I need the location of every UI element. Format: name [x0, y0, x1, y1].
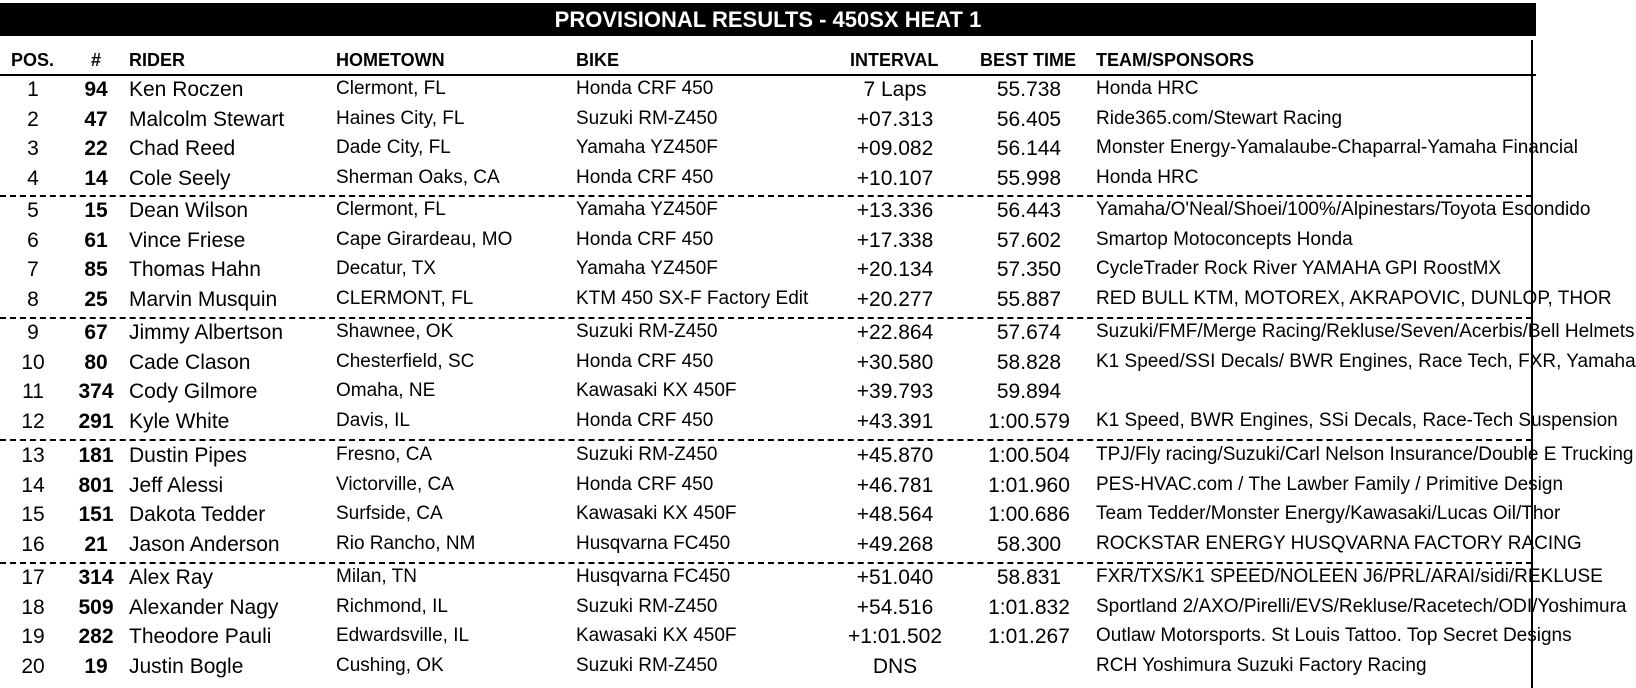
rider-position: 20	[21, 655, 45, 678]
rider-number: 181	[78, 444, 114, 467]
rider-hometown: Milan, TN	[336, 566, 417, 587]
rider-position: 13	[21, 444, 45, 467]
rider-position: 3	[27, 137, 39, 160]
table-row	[0, 503, 1561, 532]
table-row	[0, 78, 1536, 107]
rider-name: Dakota Tedder	[129, 503, 266, 526]
rider-team-sponsors: TPJ/Fly racing/Suzuki/Carl Nelson Insurance/Double E Trucking	[1096, 444, 1634, 465]
rider-team-sponsors: K1 Speed, BWR Engines, SSi Decals, Race-Tech Suspension	[1096, 410, 1618, 431]
rider-position: 10	[21, 351, 45, 374]
rider-position: 8	[27, 288, 39, 311]
rider-name: Cade Clason	[129, 351, 251, 374]
rider-hometown: Haines City, FL	[336, 108, 465, 129]
table-row	[0, 258, 1536, 287]
rider-position: 5	[27, 199, 39, 222]
rider-hometown: Clermont, FL	[336, 78, 446, 99]
rider-name: Chad Reed	[129, 137, 236, 160]
rider-name: Jeff Alessi	[129, 474, 224, 497]
header-interval: INTERVAL	[850, 50, 939, 70]
table-header	[0, 47, 1536, 75]
rider-best-time: 56.144	[996, 137, 1062, 160]
rider-interval: +45.870	[856, 444, 934, 467]
rider-name: Justin Bogle	[129, 655, 244, 678]
rider-best-time: 57.602	[996, 229, 1062, 252]
rider-team-sponsors: PES-HVAC.com / The Lawber Family / Primitive Design	[1096, 474, 1564, 495]
rider-team-sponsors: Sportland 2/AXO/Pirelli/EVS/Rekluse/Racetech/ODI/Yoshimura	[1096, 596, 1627, 617]
rider-bike: Yamaha YZ450F	[576, 137, 718, 158]
rider-interval: +51.040	[856, 566, 934, 589]
rider-interval: +49.268	[856, 533, 934, 556]
table-row	[0, 625, 1572, 654]
rider-interval: +07.313	[856, 108, 934, 131]
rider-team-sponsors: Outlaw Motorsports. St Louis Tattoo. Top Secret Designs	[1096, 625, 1572, 646]
rider-number: 61	[84, 229, 108, 252]
rider-best-time: 1:01.832	[988, 596, 1070, 619]
table-row	[0, 108, 1536, 137]
rider-bike: Honda CRF 450	[576, 410, 714, 431]
group-divider	[0, 439, 1532, 441]
rider-position: 6	[27, 229, 39, 252]
rider-number: 94	[84, 78, 108, 101]
rider-hometown: Richmond, IL	[336, 596, 448, 617]
header-team-sponsors: TEAM/SPONSORS	[1096, 50, 1255, 70]
table-row	[0, 596, 1627, 625]
rider-name: Thomas Hahn	[129, 258, 261, 281]
rider-team-sponsors: Ride365.com/Stewart Racing	[1096, 108, 1343, 129]
rider-number: 15	[84, 199, 108, 222]
rider-interval: +43.391	[856, 410, 934, 433]
rider-team-sponsors: K1 Speed/SSI Decals/ BWR Engines, Race Tech, FXR, Yamaha	[1096, 351, 1636, 372]
rider-hometown: CLERMONT, FL	[336, 288, 474, 309]
rider-name: Theodore Pauli	[129, 625, 272, 648]
rider-team-sponsors: RED BULL KTM, MOTOREX, AKRAPOVIC, DUNLOP, THOR	[1096, 288, 1612, 309]
rider-number: 19	[84, 655, 108, 678]
rider-hometown: Shawnee, OK	[336, 321, 454, 342]
rider-name: Jason Anderson	[129, 533, 280, 556]
rider-number: 67	[84, 321, 108, 344]
rider-position: 12	[21, 410, 45, 433]
rider-best-time: 1:00.504	[988, 444, 1070, 467]
rider-team-sponsors: Team Tedder/Monster Energy/Kawasaki/Lucas Oil/Thor	[1096, 503, 1561, 524]
rider-number: 25	[84, 288, 108, 311]
rider-best-time: 58.828	[996, 351, 1062, 374]
rider-number: 291	[78, 410, 114, 433]
rider-name: Ken Roczen	[129, 78, 244, 101]
rider-interval: +46.781	[856, 474, 934, 497]
rider-best-time: 56.443	[996, 199, 1062, 222]
rider-bike: Suzuki RM-Z450	[576, 108, 718, 129]
rider-number: 22	[84, 137, 108, 160]
rider-bike: Honda CRF 450	[576, 78, 714, 99]
rider-name: Alexander Nagy	[129, 596, 279, 619]
rider-interval: +48.564	[856, 503, 934, 526]
rider-interval: +1:01.502	[847, 625, 942, 648]
rider-name: Alex Ray	[129, 566, 214, 589]
rider-number: 374	[78, 380, 114, 403]
rider-name: Dustin Pipes	[129, 444, 247, 467]
rider-hometown: Cape Girardeau, MO	[336, 229, 513, 250]
rider-position: 9	[27, 321, 39, 344]
rider-number: 47	[84, 108, 108, 131]
rider-interval: 7 Laps	[863, 78, 927, 101]
rider-interval: +17.338	[856, 229, 934, 252]
rider-best-time: 55.887	[996, 288, 1062, 311]
rider-interval: +13.336	[856, 199, 934, 222]
table-row	[0, 288, 1612, 317]
group-divider	[0, 562, 1532, 564]
rider-position: 15	[21, 503, 45, 526]
table-row	[0, 199, 1591, 228]
rider-position: 16	[21, 533, 45, 556]
table-row	[0, 655, 1536, 684]
rider-name: Dean Wilson	[129, 199, 249, 222]
table-row	[0, 137, 1578, 166]
rider-hometown: Omaha, NE	[336, 380, 436, 401]
header-pos: POS.	[11, 50, 55, 70]
header-rule	[0, 74, 1536, 76]
rider-bike: Kawasaki KX 450F	[576, 503, 737, 524]
rider-position: 19	[21, 625, 45, 648]
rider-best-time: 57.674	[996, 321, 1062, 344]
table-row	[0, 167, 1536, 196]
rider-interval: +39.793	[856, 380, 934, 403]
table-row	[0, 321, 1635, 350]
rider-name: Cole Seely	[129, 167, 231, 190]
header-number: #	[91, 50, 102, 70]
rider-name: Malcolm Stewart	[129, 108, 285, 131]
rider-name: Kyle White	[129, 410, 230, 433]
rider-hometown: Dade City, FL	[336, 137, 451, 158]
rider-bike: Yamaha YZ450F	[576, 258, 718, 279]
rider-number: 80	[84, 351, 108, 374]
table-row	[0, 474, 1564, 503]
rider-best-time: 58.831	[996, 566, 1062, 589]
rider-bike: Suzuki RM-Z450	[576, 596, 718, 617]
rider-position: 7	[27, 258, 39, 281]
rider-bike: Kawasaki KX 450F	[576, 625, 737, 646]
table-row	[0, 229, 1536, 258]
rider-bike: Suzuki RM-Z450	[576, 655, 718, 676]
rider-number: 14	[84, 167, 108, 190]
rider-best-time: 57.350	[996, 258, 1062, 281]
header-best-time: BEST TIME	[980, 50, 1077, 70]
rider-best-time: 1:00.579	[988, 410, 1070, 433]
rider-position: 4	[27, 167, 39, 190]
rider-bike: Husqvarna FC450	[576, 533, 731, 554]
rider-interval: +20.277	[856, 288, 934, 311]
rider-interval: +30.580	[856, 351, 934, 374]
rider-hometown: Cushing, OK	[336, 655, 444, 676]
rider-hometown: Surfside, CA	[336, 503, 443, 524]
rider-position: 14	[21, 474, 45, 497]
rider-bike: Husqvarna FC450	[576, 566, 731, 587]
rider-best-time: 1:01.267	[988, 625, 1070, 648]
rider-number: 282	[78, 625, 114, 648]
rider-hometown: Davis, IL	[336, 410, 410, 431]
rider-best-time: 55.998	[996, 167, 1062, 190]
rider-interval: +54.516	[856, 596, 934, 619]
rider-name: Vince Friese	[129, 229, 246, 252]
header-hometown: HOMETOWN	[336, 50, 445, 70]
rider-position: 17	[21, 566, 45, 589]
rider-number: 314	[78, 566, 114, 589]
rider-team-sponsors: FXR/TXS/K1 SPEED/NOLEEN J6/PRL/ARAI/sidi/REKLUSE	[1096, 566, 1603, 587]
rider-hometown: Sherman Oaks, CA	[336, 167, 500, 188]
rider-best-time: 55.738	[996, 78, 1062, 101]
table-row	[0, 380, 1536, 409]
group-divider	[0, 195, 1532, 197]
rider-hometown: Rio Rancho, NM	[336, 533, 476, 554]
rider-interval: +09.082	[856, 137, 934, 160]
header-bike: BIKE	[576, 50, 620, 70]
rider-team-sponsors: Suzuki/FMF/Merge Racing/Rekluse/Seven/Acerbis/Bell Helmets	[1096, 321, 1635, 342]
rider-best-time: 58.300	[996, 533, 1062, 556]
table-row	[0, 566, 1603, 595]
rider-team-sponsors: Monster Energy-Yamalaube-Chaparral-Yamaha Financial	[1096, 137, 1578, 158]
rider-bike: Kawasaki KX 450F	[576, 380, 737, 401]
rider-team-sponsors: RCH Yoshimura Suzuki Factory Racing	[1096, 655, 1427, 676]
rider-interval: +20.134	[856, 258, 934, 281]
rider-hometown: Fresno, CA	[336, 444, 433, 465]
rider-bike: Suzuki RM-Z450	[576, 321, 718, 342]
rider-bike: Suzuki RM-Z450	[576, 444, 718, 465]
rider-bike: Honda CRF 450	[576, 351, 714, 372]
rider-best-time: 59.894	[996, 380, 1062, 403]
rider-hometown: Victorville, CA	[336, 474, 454, 495]
rider-position: 2	[27, 108, 39, 131]
rider-bike: Honda CRF 450	[576, 167, 714, 188]
table-row	[0, 351, 1636, 380]
table-row	[0, 410, 1618, 439]
rider-team-sponsors: Honda HRC	[1096, 167, 1199, 188]
table-row	[0, 444, 1634, 473]
rider-interval: +10.107	[856, 167, 934, 190]
rider-number: 151	[78, 503, 114, 526]
rider-team-sponsors: CycleTrader Rock River YAMAHA GPI RoostMX	[1096, 258, 1502, 279]
table-row	[0, 533, 1582, 562]
group-divider	[0, 317, 1532, 319]
rider-name: Cody Gilmore	[129, 380, 258, 403]
rider-name: Marvin Musquin	[129, 288, 278, 311]
rider-number: 85	[84, 258, 108, 281]
rider-best-time: 1:01.960	[988, 474, 1070, 497]
rider-bike: KTM 450 SX-F Factory Edit	[576, 288, 809, 309]
rider-number: 21	[84, 533, 108, 556]
rider-best-time: 56.405	[996, 108, 1062, 131]
header-rider: RIDER	[129, 50, 186, 70]
rider-team-sponsors: Honda HRC	[1096, 78, 1199, 99]
rider-number: 801	[78, 474, 114, 497]
rider-team-sponsors: Yamaha/O'Neal/Shoei/100%/Alpinestars/Toyota Escondido	[1096, 199, 1591, 220]
rider-name: Jimmy Albertson	[129, 321, 284, 344]
rider-interval: DNS	[872, 655, 918, 678]
rider-hometown: Chesterfield, SC	[336, 351, 475, 372]
rider-bike: Honda CRF 450	[576, 229, 714, 250]
rider-number: 509	[78, 596, 114, 619]
rider-team-sponsors: Smartop Motoconcepts Honda	[1096, 229, 1353, 250]
rider-bike: Yamaha YZ450F	[576, 199, 718, 220]
rider-position: 11	[22, 380, 44, 403]
rider-hometown: Decatur, TX	[336, 258, 436, 279]
rider-position: 1	[27, 78, 39, 101]
rider-interval: +22.864	[856, 321, 934, 344]
rider-bike: Honda CRF 450	[576, 474, 714, 495]
rider-team-sponsors: ROCKSTAR ENERGY HUSQVARNA FACTORY RACING	[1096, 533, 1582, 554]
rider-best-time: 1:00.686	[988, 503, 1070, 526]
rider-hometown: Edwardsville, IL	[336, 625, 470, 646]
rider-hometown: Clermont, FL	[336, 199, 446, 220]
results-title: PROVISIONAL RESULTS - 450SX HEAT 1	[0, 3, 1536, 36]
rider-position: 18	[21, 596, 45, 619]
